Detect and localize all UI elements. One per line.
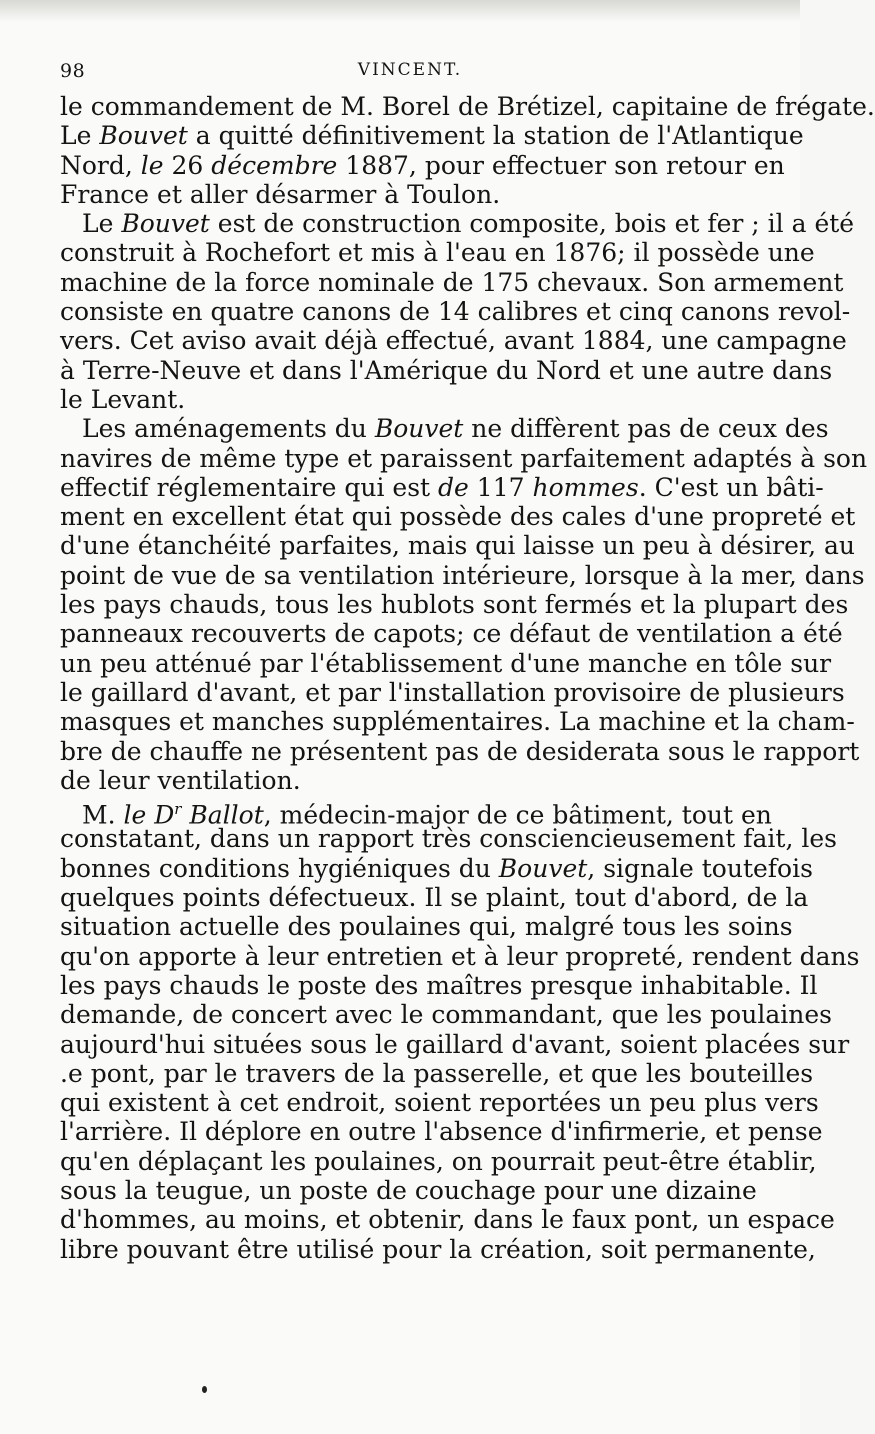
text-segment: bre de chauffe ne présentent pas de desiderata sous le rapport [60,736,860,766]
text-line [60,560,865,590]
text-segment: quelques points défectueux. Il se plaint, tout d'abord, de la [60,883,809,913]
italic-text: Ballot [189,800,264,830]
text-segment: 26 [163,150,212,180]
text-segment: constatant, dans un rapport très consciencieusement fait, les [60,824,837,854]
text-segment: , médecin-major de ce bâtiment, tout en [263,800,772,830]
text-line [60,92,875,121]
text-line [60,590,849,620]
text-segment: le gaillard d'avant, et par l'installation provisoire de plusieurs [60,677,845,707]
text-segment: point de vue de sa ventilation intérieure, lorsque à la mer, dans [60,560,865,590]
text-line [60,150,785,180]
body-text [60,92,875,1264]
text-segment: le commandement de M. Borel de Brétizel, capitaine de frégate. [60,92,875,121]
text-segment: vers. Cet aviso avait déjà effectué, avant 1884, une campagne [60,326,847,356]
text-line [60,1058,814,1088]
text-line [60,970,818,1000]
text-line [60,385,752,414]
text-segment: , signale toutefois [587,853,813,883]
text-segment: machine de la force nominale de 175 chevaux. Son armement [60,267,844,297]
text-line [60,267,844,297]
text-segment: qu'en déplaçant les poulaines, on pourrait peut-être établir, [60,1146,817,1176]
text-line [60,238,815,268]
text-line [60,619,843,649]
text-segment: France et aller désarmer à Toulon. [60,179,501,209]
text-segment: Le [82,209,122,239]
text-line [60,1000,832,1030]
text-segment: . C'est un bâti- [638,472,824,502]
text-segment: est de construction composite, bois et fer ; il a été [209,209,855,239]
ink-speck [202,1386,207,1393]
text-line [60,1029,850,1059]
text-line [60,1088,819,1118]
text-line [60,853,813,883]
text-line [60,677,845,707]
text-segment: 117 [468,472,533,502]
text-segment: qui existent à cet endroit, soient reportées un peu plus vers [60,1088,819,1118]
italic-text: de [438,472,469,502]
running-head [60,60,760,90]
text-segment: un peu atténué par l'établissement d'une manche en tôle sur [60,648,832,678]
text-line [60,297,851,327]
text-line [60,531,855,561]
text-segment: M. [82,800,124,830]
text-line [60,795,772,830]
text-segment: masques et manches supplémentaires. La machine et la cham- [60,707,855,737]
text-segment: construit à Rochefort et mis à l'eau en 1876; il possède une [60,238,815,268]
text-segment: Les aménagements du [82,414,375,444]
italic-text: Bouvet [498,853,588,883]
text-segment: ne diffèrent pas de ceux des [463,414,829,444]
text-segment: 1887, pour effectuer son retour en [337,150,785,180]
text-segment: panneaux recouverts de capots; ce défaut de ventilation a été [60,619,843,649]
italic-text: Bouvet [121,209,210,239]
text-line [60,883,809,913]
text-segment: le Levant. [60,384,186,414]
text-line [60,443,868,473]
text-line [60,355,833,385]
text-line [60,1234,816,1264]
text-segment: a quitté définitivement la station de l'Atlantique [187,121,804,151]
italic-text: Bouvet [99,121,188,151]
text-line [60,912,793,942]
text-segment: effectif réglementaire qui est [60,472,439,502]
text-segment: qu'on apporte à leur entretien et à leur propreté, rendent dans [60,941,860,971]
italic-text: décembre [211,150,338,180]
text-line [60,502,856,532]
text-line [60,766,752,795]
italic-text: le D [123,800,175,830]
text-segment: les pays chauds, tous les hublots sont fermés et la plupart des [60,590,849,620]
running-title: VINCENT. [357,60,463,80]
text-line [60,941,860,971]
text-segment: consiste en quatre canons de 14 calibres et cinq canons revol- [60,297,851,327]
text-line [60,414,829,444]
text-line [60,472,824,502]
text-segment: aujourd'hui situées sous le gaillard d'avant, soient placées sur [60,1029,850,1059]
superscript-text: r [174,800,182,819]
text-line [60,180,752,209]
text-line [60,121,804,151]
text-line [60,1205,835,1235]
text-segment: sous la teugue, un poste de couchage pour une dizaine [60,1175,757,1205]
text-line [60,1146,817,1176]
text-segment: à Terre-Neuve et dans l'Amérique du Nord et une autre dans [60,355,833,385]
text-segment: bonnes conditions hygiéniques du [60,853,499,883]
text-segment: de leur ventilation. [60,765,301,795]
scan-edge-shadow [0,0,800,22]
text-segment: libre pouvant être utilisé pour la création, soit permanente, [60,1234,816,1264]
italic-text: le [140,150,164,180]
text-segment: d'une étanchéité parfaites, mais qui laisse un peu à désirer, au [60,531,855,561]
text-line [60,326,847,356]
text-segment: d'hommes, au moins, et obtenir, dans le faux pont, un espace [60,1205,835,1235]
text-line [60,1175,757,1205]
text-segment: les pays chauds le poste des maîtres presque inhabitable. Il [60,970,818,1000]
text-line [60,1117,823,1147]
text-segment: navires de même type et paraissent parfaitement adaptés à son [60,443,868,473]
text-line [60,209,855,239]
text-segment: Le [60,121,100,151]
italic-text: Bouvet [374,414,464,444]
text-segment: demande, de concert avec le commandant, que les poulaines [60,1000,832,1030]
italic-text: hommes [532,472,639,502]
text-line [60,824,837,854]
text-line [60,648,832,678]
text-segment: .e pont, par le travers de la passerelle, et que les bouteilles [60,1058,814,1088]
text-segment: l'arrière. Il déplore en outre l'absence d'infirmerie, et pense [60,1117,823,1147]
text-line [60,736,860,766]
text-line [60,707,855,737]
text-segment: situation actuelle des poulaines qui, malgré tous les soins [60,912,793,942]
text-segment: Nord, [60,150,141,180]
page-number: 98 [60,60,86,82]
text-segment: ment en excellent état qui possède des cales d'une propreté et [60,502,856,532]
